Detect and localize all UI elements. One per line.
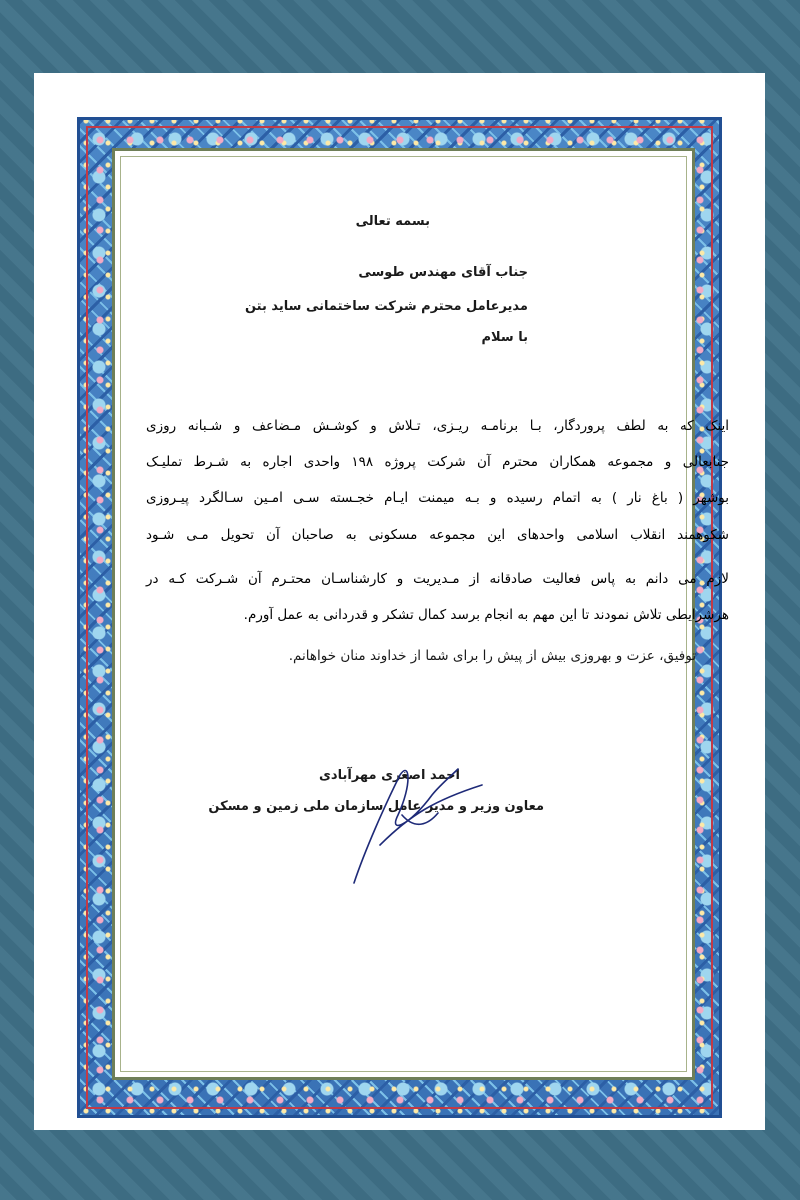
handwritten-signature (340, 755, 500, 895)
signatory-name: احمد اصغری مهرآبادی (319, 768, 460, 783)
greeting: با سلام (481, 330, 528, 345)
body-line: بوشهر ( باغ نار ) به اتمام رسیده و بـه میمنت ایـام خجـسته سـی امـین سـالگرد پیـروزی (146, 490, 729, 506)
closing-line: توفیق، عزت و بهروزی بیش از پیش را برای شما از خداوند منان خواهانم. (288, 648, 696, 664)
body-line: جنابعالی و مجموعه همکاران محترم آن شرکت پروژه ۱۹۸ واحدی اجاره به شـرط تملیـک (146, 454, 729, 470)
recipient-name: جناب آقای مهندس طوسی (358, 265, 528, 280)
recipient-title: مدیرعامل محترم شرکت ساختمانی ساید بتن (244, 299, 528, 314)
signatory-position: معاون وزیر و مدیر عامل سازمان ملی زمین و مسکن (208, 799, 544, 814)
body-line: هرشرایطی تلاش نمودند تا این مهم به انجام برسد کمال تشکر و قدردانی به عمل آورم. (243, 607, 729, 623)
letter-heading: بسمه تعالی (355, 214, 430, 229)
body-line: لازم می دانم به پاس فعالیت صادقانه از مـدیریت و کارشناسـان محتـرم آن شـرکت کـه در (146, 571, 729, 587)
body-line: اینک که به لطف پروردگار، بـا برنامـه ریـزی، تـلاش و کوشـش مـضاعف و شـبانه روزی (146, 418, 729, 434)
body-line: شکوهمند انقلاب اسلامی واحدهای این مجموعه مسکونی به صاحبان آن تحویل مـی شـود (146, 527, 729, 543)
